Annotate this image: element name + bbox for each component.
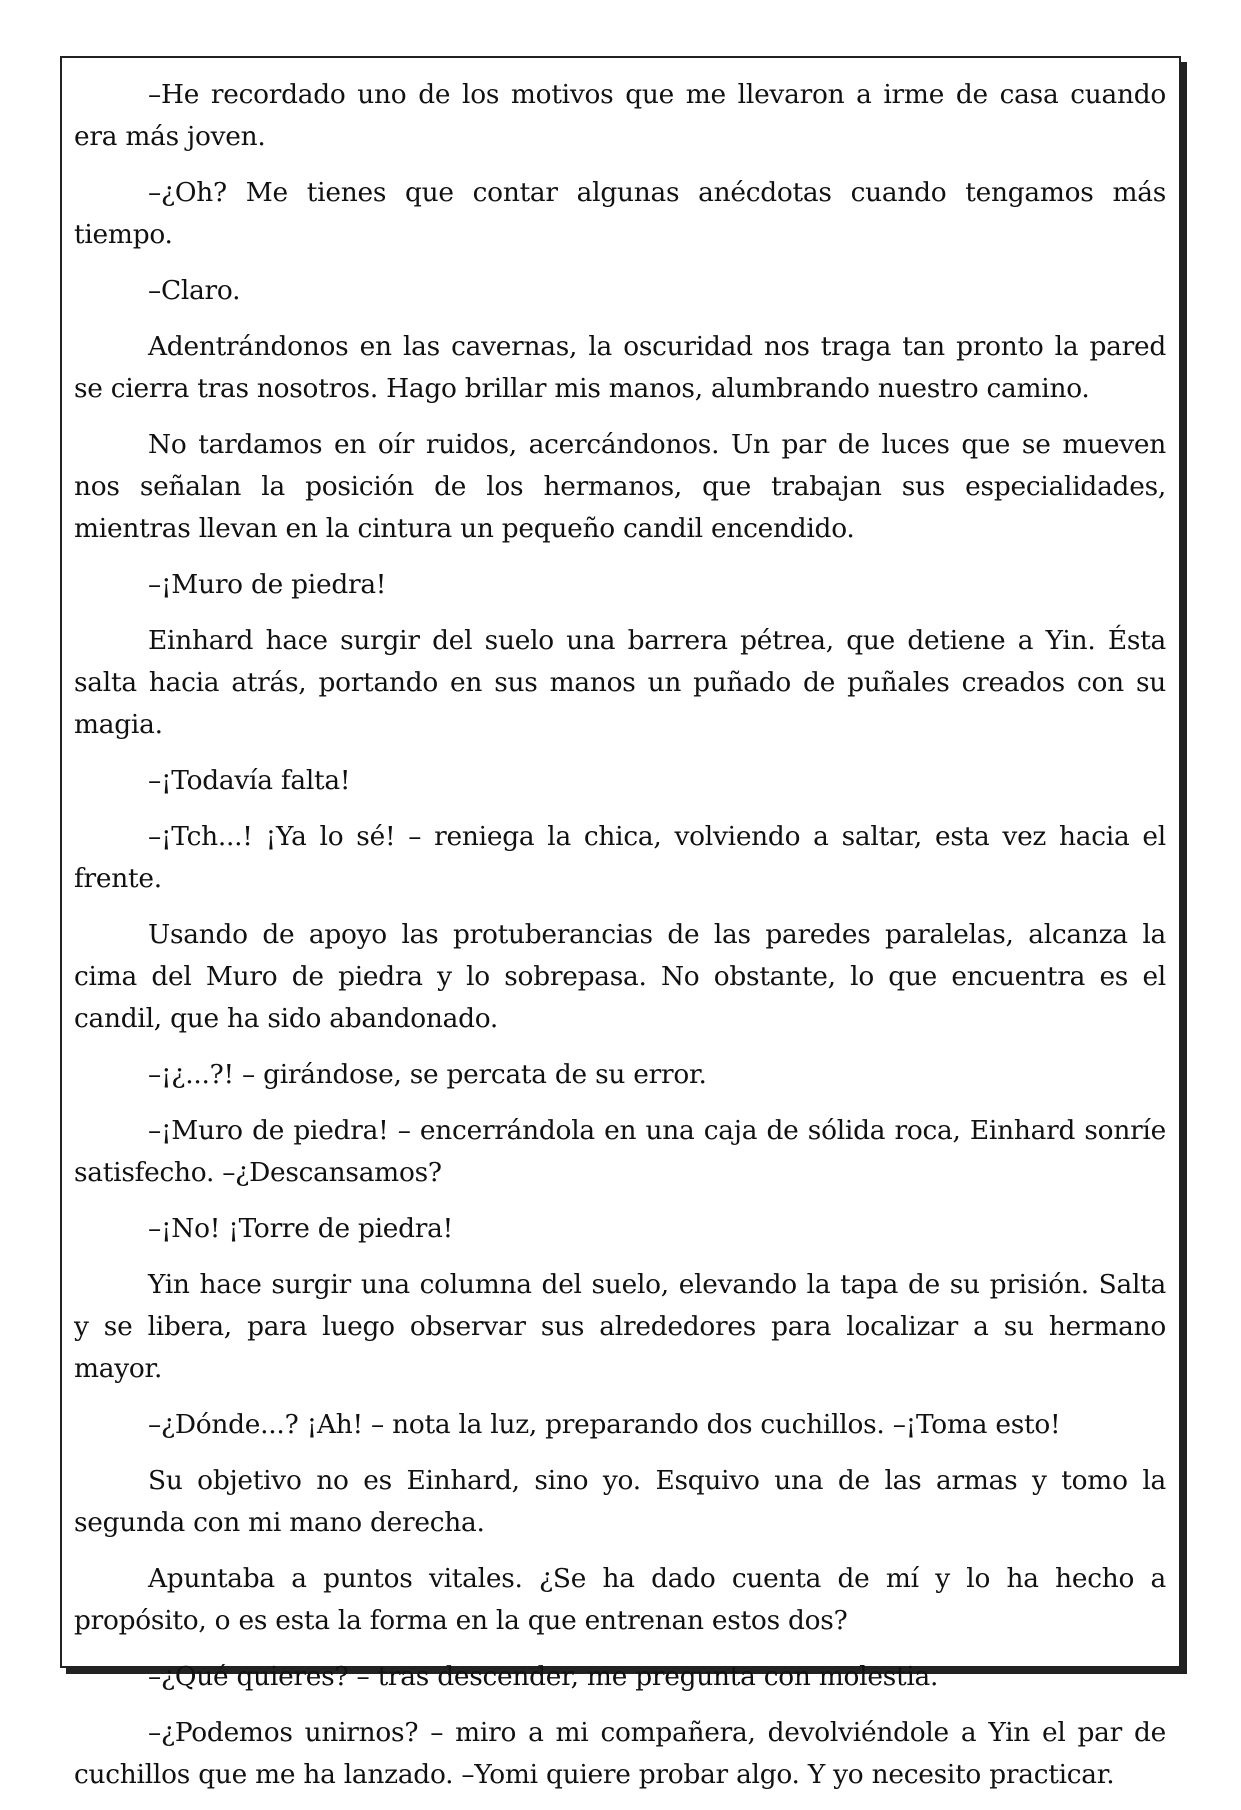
paragraph: –¡Muro de piedra! – encerrándola en una caja de sólida roca, Einhard sonríe satisfecho. –¿Descansamos? (74, 1115, 1166, 1188)
paragraph: –¡Tch...! ¡Ya lo sé! – reniega la chica, volviendo a saltar, esta vez hacia el frente. (74, 821, 1166, 894)
paragraph: –¡No! ¡Torre de piedra! (148, 1213, 454, 1244)
paragraph: No tardamos en oír ruidos, acercándonos. Un par de luces que se mueven nos señalan la posición de los hermanos, que trabajan sus especialidades, mientras llevan en la cintura un pequeño candil encendido. (74, 429, 1166, 544)
paragraph: –¿Qué quieres? – tras descender, me pregunta con molestia. (148, 1661, 939, 1692)
paragraph: –¡Muro de piedra! (148, 569, 387, 600)
paragraph: –¡Todavía falta! (148, 765, 351, 796)
paragraph: Apuntaba a puntos vitales. ¿Se ha dado cuenta de mí y lo ha hecho a propósito, o es esta la forma en la que entrenan estos dos? (74, 1563, 1166, 1636)
paragraph: –He recordado uno de los motivos que me llevaron a irme de casa cuando era más joven. (74, 79, 1166, 152)
paragraph: Yin hace surgir una columna del suelo, elevando la tapa de su prisión. Salta y se libera, para luego observar sus alrededores para localizar a su hermano mayor. (74, 1269, 1166, 1384)
paragraph: –¡¿...?! – girándose, se percata de su error. (148, 1059, 707, 1090)
paragraph: –¿Dónde...? ¡Ah! – nota la luz, preparando dos cuchillos. –¡Toma esto! (148, 1409, 1061, 1440)
paragraph: –¿Oh? Me tienes que contar algunas anécdotas cuando tengamos más tiempo. (74, 177, 1166, 250)
page-text (74, 74, 1166, 1810)
paragraph: Usando de apoyo las protuberancias de las paredes paralelas, alcanza la cima del Muro de piedra y lo sobrepasa. No obstante, lo que encuentra es el candil, que ha sido abandonado. (74, 919, 1166, 1034)
paragraph: –Claro. (148, 275, 241, 306)
paragraph: Adentrándonos en las cavernas, la oscuridad nos traga tan pronto la pared se cierra tras nosotros. Hago brillar mis manos, alumbrando nuestro camino. (74, 331, 1166, 404)
paragraph: Su objetivo no es Einhard, sino yo. Esquivo una de las armas y tomo la segunda con mi mano derecha. (74, 1465, 1166, 1538)
paragraph: Einhard hace surgir del suelo una barrera pétrea, que detiene a Yin. Ésta salta hacia atrás, portando en sus manos un puñado de puñales creados con su magia. (74, 625, 1166, 740)
paragraph: –¿Podemos unirnos? – miro a mi compañera, devolviéndole a Yin el par de cuchillos que me ha lanzado. –Yomi quiere probar algo. Y yo necesito practicar. (74, 1717, 1166, 1790)
